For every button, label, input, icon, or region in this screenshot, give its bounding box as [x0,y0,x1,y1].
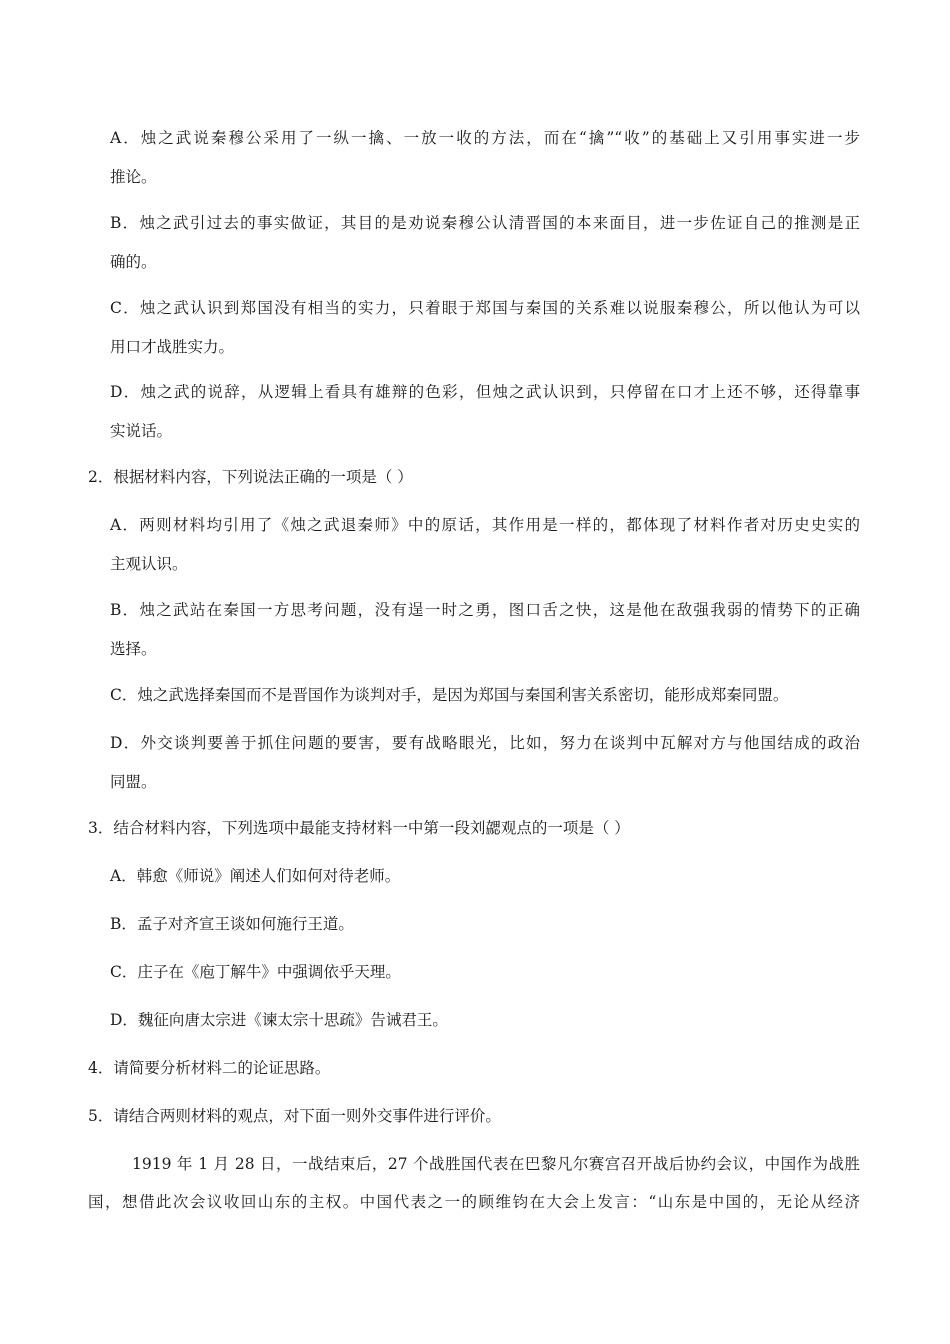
q3-option-a: A．韩愈《师说》阐述人们如何对待老师。 [110,867,401,885]
q1-option-a-line2: 推论。 [110,168,157,186]
passage-line-2: 国，想借此次会议收回山东的主权。中国代表之一的顾维钧在大会上发言：“山东是中国的，无论从经济 [88,1193,860,1211]
q2-option-a-line2: 主观认识。 [110,555,188,573]
q1-option-d-line1: D．烛之武的说辞，从逻辑上看具有雄辩的色彩，但烛之武认识到，只停留在口才上还不够，还得靠事 [110,383,860,401]
q3-option-c: C．庄子在《庖丁解牛》中强调依乎天理。 [110,963,401,981]
q2-option-b-line2: 选择。 [110,640,157,658]
q1-option-c-line1: C．烛之武认识到郑国没有相当的实力，只着眼于郑国与秦国的关系难以说服秦穆公，所以他认为可以 [110,299,860,317]
q5-stem: 5．请结合两则材料的观点，对下面一则外交事件进行评价。 [88,1107,501,1125]
q2-option-b-line1: B．烛之武站在秦国一方思考问题，没有逞一时之勇，图口舌之快，这是他在敌强我弱的情势下的正确 [110,601,860,619]
q1-option-a-line1: A．烛之武说秦穆公采用了一纵一擒、一放一收的方法，而在“擒”“收”的基础上又引用事实进一步 [110,129,860,147]
q1-option-d-line2: 实说话。 [110,422,173,440]
q2-option-d-line1: D．外交谈判要善于抓住问题的要害，要有战略眼光，比如，努力在谈判中瓦解对方与他国结成的政治 [110,734,860,752]
q1-option-b-line2: 确的。 [110,253,157,271]
q1-option-b-line1: B．烛之武引过去的事实做证，其目的是劝说秦穆公认清晋国的本来面目，进一步佐证自己的推测是正 [110,214,860,232]
q2-option-d-line2: 同盟。 [110,773,157,791]
q3-option-b: B．孟子对齐宣王谈如何施行王道。 [110,915,354,933]
q4-stem: 4．请简要分析材料二的论证思路。 [88,1059,331,1077]
passage-line-1: 1919 年 1 月 28 日，一战结束后，27 个战胜国代表在巴黎凡尔赛宫召开战后协约会议，中国作为战胜 [132,1155,860,1173]
q2-option-a-line1: A．两则材料均引用了《烛之武退秦师》中的原话，其作用是一样的，都体现了材料作者对历史史实的 [110,516,860,534]
q3-option-d: D．魏征向唐太宗进《谏太宗十思疏》告诫君王。 [110,1011,448,1029]
q2-stem: 2．根据材料内容，下列说法正确的一项是（ ） [88,468,413,486]
q1-option-c-line2: 用口才战胜实力。 [110,338,235,356]
q3-stem: 3．结合材料内容，下列选项中最能支持材料一中第一段刘勰观点的一项是（ ） [88,819,630,837]
q2-option-c: C．烛之武选择秦国而不是晋国作为谈判对手，是因为郑国与秦国利害关系密切，能形成郑秦同盟。 [110,686,789,704]
